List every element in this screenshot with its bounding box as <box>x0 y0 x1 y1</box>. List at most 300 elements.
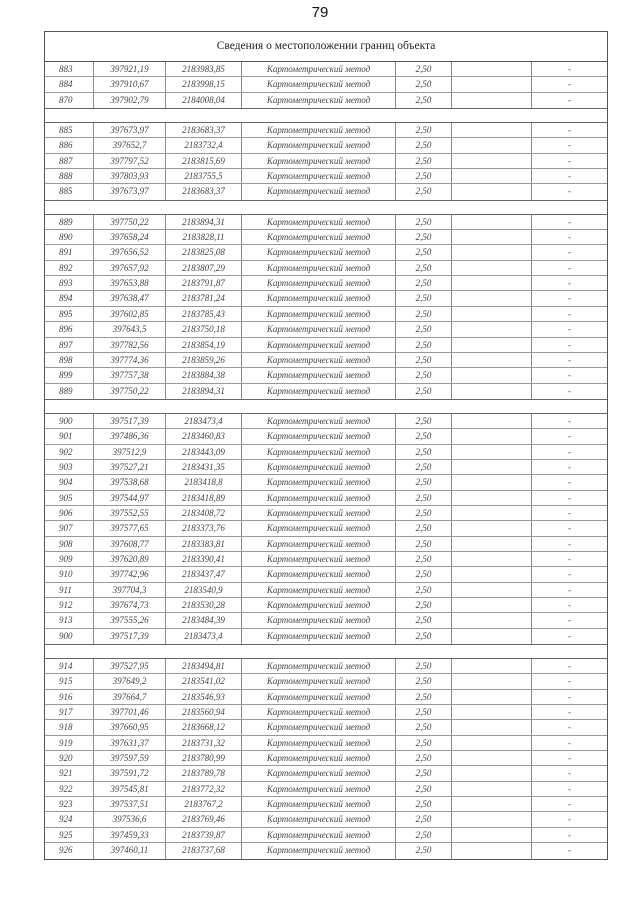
empty-cell <box>451 338 531 352</box>
table-row <box>45 429 607 444</box>
method: Картометрический метод <box>241 338 395 352</box>
table-row <box>45 766 607 781</box>
table-row <box>45 261 607 276</box>
point-number: 923 <box>59 799 73 810</box>
method: Картометрический метод <box>241 491 395 505</box>
note: - <box>531 828 607 842</box>
point-number: 908 <box>59 538 73 549</box>
empty-cell <box>451 751 531 765</box>
method: Картометрический метод <box>241 276 395 290</box>
group-separator <box>45 399 607 413</box>
table-row <box>45 736 607 751</box>
note: - <box>531 629 607 644</box>
accuracy: 2,50 <box>395 245 451 259</box>
method: Картометрический метод <box>241 307 395 321</box>
table-row <box>45 230 607 245</box>
table-row <box>45 567 607 582</box>
empty-cell <box>451 782 531 796</box>
table-row <box>45 291 607 306</box>
note: - <box>531 169 607 183</box>
note: - <box>531 843 607 858</box>
note: - <box>531 766 607 780</box>
empty-cell <box>451 62 531 76</box>
note: - <box>531 751 607 765</box>
coordinate-y: 2183732,4 <box>165 138 241 152</box>
point-group <box>45 62 607 108</box>
empty-cell <box>451 429 531 443</box>
note: - <box>531 797 607 811</box>
point-number: 926 <box>59 845 73 856</box>
point-number: 885 <box>59 125 73 136</box>
table-row <box>45 537 607 552</box>
table-row <box>45 445 607 460</box>
method: Картометрический метод <box>241 291 395 305</box>
point-number: 903 <box>59 461 73 472</box>
method: Картометрический метод <box>241 322 395 336</box>
coordinate-y: 2183560,94 <box>165 705 241 719</box>
accuracy: 2,50 <box>395 338 451 352</box>
coordinate-x: 397664,7 <box>93 690 165 704</box>
table-row <box>45 138 607 153</box>
table-row <box>45 521 607 536</box>
point-number: 922 <box>59 783 73 794</box>
table-row <box>45 690 607 705</box>
table-row <box>45 123 607 138</box>
method: Картометрический метод <box>241 659 395 673</box>
coordinate-y: 2183791,87 <box>165 276 241 290</box>
coordinate-y: 2183884,38 <box>165 368 241 382</box>
method: Картометрический метод <box>241 414 395 428</box>
note: - <box>531 521 607 535</box>
point-number: 899 <box>59 370 73 381</box>
method: Картометрический метод <box>241 445 395 459</box>
coordinate-y: 2183473,4 <box>165 414 241 428</box>
coordinate-y: 2183789,78 <box>165 766 241 780</box>
point-number: 914 <box>59 661 73 672</box>
empty-cell <box>451 506 531 520</box>
table-row <box>45 720 607 735</box>
coordinate-y: 2183894,31 <box>165 384 241 399</box>
empty-cell <box>451 445 531 459</box>
coordinate-x: 397643,5 <box>93 322 165 336</box>
empty-cell <box>451 552 531 566</box>
coordinate-x: 397545,81 <box>93 782 165 796</box>
note: - <box>531 552 607 566</box>
method: Картометрический метод <box>241 751 395 765</box>
note: - <box>531 62 607 76</box>
point-number: 913 <box>59 615 73 626</box>
table-row <box>45 154 607 169</box>
table-row <box>45 384 607 399</box>
method: Картометрический метод <box>241 567 395 581</box>
method: Картометрический метод <box>241 583 395 597</box>
coordinate-y: 2183418,8 <box>165 475 241 489</box>
coordinate-y: 2183683,37 <box>165 184 241 199</box>
accuracy: 2,50 <box>395 322 451 336</box>
accuracy: 2,50 <box>395 567 451 581</box>
point-number: 897 <box>59 339 73 350</box>
empty-cell <box>451 307 531 321</box>
note: - <box>531 429 607 443</box>
method: Картометрический метод <box>241 353 395 367</box>
point-number: 909 <box>59 553 73 564</box>
coordinate-y: 2183894,31 <box>165 215 241 229</box>
coordinate-y: 2183807,29 <box>165 261 241 275</box>
note: - <box>531 245 607 259</box>
point-number: 920 <box>59 753 73 764</box>
coordinate-x: 397657,92 <box>93 261 165 275</box>
table-body <box>45 62 607 859</box>
method: Картометрический метод <box>241 230 395 244</box>
coordinate-x: 397782,56 <box>93 338 165 352</box>
coordinate-y: 2183668,12 <box>165 720 241 734</box>
accuracy: 2,50 <box>395 812 451 826</box>
accuracy: 2,50 <box>395 583 451 597</box>
note: - <box>531 613 607 627</box>
method: Картометрический метод <box>241 93 395 108</box>
empty-cell <box>451 521 531 535</box>
accuracy: 2,50 <box>395 521 451 535</box>
point-number: 901 <box>59 431 73 442</box>
table-row <box>45 613 607 628</box>
coordinate-y: 2183767,2 <box>165 797 241 811</box>
accuracy: 2,50 <box>395 368 451 382</box>
accuracy: 2,50 <box>395 138 451 152</box>
note: - <box>531 322 607 336</box>
table-row <box>45 491 607 506</box>
method: Картометрический метод <box>241 674 395 688</box>
method: Картометрический метод <box>241 812 395 826</box>
method: Картометрический метод <box>241 613 395 627</box>
table-row <box>45 77 607 92</box>
point-number: 890 <box>59 232 73 243</box>
note: - <box>531 720 607 734</box>
empty-cell <box>451 537 531 551</box>
method: Картометрический метод <box>241 843 395 858</box>
coordinate-y: 2183769,46 <box>165 812 241 826</box>
table-row <box>45 828 607 843</box>
note: - <box>531 184 607 199</box>
point-group <box>45 658 607 858</box>
table-row <box>45 414 607 429</box>
coordinate-y: 2183859,26 <box>165 353 241 367</box>
note: - <box>531 261 607 275</box>
table-row <box>45 797 607 812</box>
coordinate-x: 397527,21 <box>93 460 165 474</box>
empty-cell <box>451 245 531 259</box>
point-number: 911 <box>59 584 72 595</box>
coordinate-x: 397527,95 <box>93 659 165 673</box>
coordinate-y: 2183540,9 <box>165 583 241 597</box>
note: - <box>531 782 607 796</box>
point-number: 895 <box>59 308 73 319</box>
accuracy: 2,50 <box>395 169 451 183</box>
method: Картометрический метод <box>241 429 395 443</box>
coordinate-y: 2183739,87 <box>165 828 241 842</box>
point-number: 921 <box>59 768 73 779</box>
note: - <box>531 690 607 704</box>
coordinate-x: 397512,9 <box>93 445 165 459</box>
accuracy: 2,50 <box>395 552 451 566</box>
method: Картометрический метод <box>241 184 395 199</box>
coordinate-y: 2183494,81 <box>165 659 241 673</box>
page-number: 79 <box>311 4 329 21</box>
note: - <box>531 705 607 719</box>
coordinate-x: 397631,37 <box>93 736 165 750</box>
empty-cell <box>451 414 531 428</box>
coordinate-y: 2183443,09 <box>165 445 241 459</box>
empty-cell <box>451 629 531 644</box>
coordinate-x: 397742,96 <box>93 567 165 581</box>
coordinate-y: 2183983,85 <box>165 62 241 76</box>
coordinate-x: 397577,65 <box>93 521 165 535</box>
coordinate-y: 2183825,08 <box>165 245 241 259</box>
point-number: 896 <box>59 324 73 335</box>
coordinate-x: 397757,38 <box>93 368 165 382</box>
note: - <box>531 445 607 459</box>
empty-cell <box>451 276 531 290</box>
point-number: 924 <box>59 814 73 825</box>
table-row <box>45 506 607 521</box>
empty-cell <box>451 674 531 688</box>
method: Картометрический метод <box>241 368 395 382</box>
coordinate-y: 2183683,37 <box>165 123 241 137</box>
table-row <box>45 215 607 230</box>
accuracy: 2,50 <box>395 123 451 137</box>
note: - <box>531 276 607 290</box>
coordinate-y: 2183541,02 <box>165 674 241 688</box>
coordinate-y: 2183390,41 <box>165 552 241 566</box>
empty-cell <box>451 169 531 183</box>
coordinate-x: 397653,88 <box>93 276 165 290</box>
accuracy: 2,50 <box>395 154 451 168</box>
note: - <box>531 567 607 581</box>
table-row <box>45 169 607 184</box>
coordinate-x: 397486,36 <box>93 429 165 443</box>
coordinate-y: 2183828,11 <box>165 230 241 244</box>
table-row <box>45 245 607 260</box>
accuracy: 2,50 <box>395 353 451 367</box>
point-number: 884 <box>59 79 73 90</box>
note: - <box>531 475 607 489</box>
table-row <box>45 93 607 108</box>
accuracy: 2,50 <box>395 93 451 108</box>
point-number: 905 <box>59 492 73 503</box>
method: Картометрический метод <box>241 138 395 152</box>
coordinate-x: 397591,72 <box>93 766 165 780</box>
coordinate-y: 2183780,99 <box>165 751 241 765</box>
coordinate-x: 397597,59 <box>93 751 165 765</box>
method: Картометрический метод <box>241 782 395 796</box>
point-number: 898 <box>59 354 73 365</box>
coordinate-x: 397674,73 <box>93 598 165 612</box>
method: Картометрический метод <box>241 460 395 474</box>
method: Картометрический метод <box>241 828 395 842</box>
coordinate-x: 397774,36 <box>93 353 165 367</box>
coordinate-y: 2183546,93 <box>165 690 241 704</box>
empty-cell <box>451 766 531 780</box>
coordinate-x: 397552,55 <box>93 506 165 520</box>
table-row <box>45 812 607 827</box>
coordinate-y: 2183750,18 <box>165 322 241 336</box>
empty-cell <box>451 154 531 168</box>
group-separator <box>45 108 607 122</box>
accuracy: 2,50 <box>395 230 451 244</box>
note: - <box>531 736 607 750</box>
coordinate-x: 397608,77 <box>93 537 165 551</box>
accuracy: 2,50 <box>395 215 451 229</box>
point-number: 870 <box>59 94 73 105</box>
empty-cell <box>451 843 531 858</box>
accuracy: 2,50 <box>395 475 451 489</box>
note: - <box>531 291 607 305</box>
empty-cell <box>451 598 531 612</box>
accuracy: 2,50 <box>395 797 451 811</box>
coordinate-y: 2183383,81 <box>165 537 241 551</box>
empty-cell <box>451 583 531 597</box>
coordinate-x: 397517,39 <box>93 414 165 428</box>
coordinate-y: 2183530,28 <box>165 598 241 612</box>
table-row <box>45 276 607 291</box>
empty-cell <box>451 93 531 108</box>
coordinate-x: 397910,67 <box>93 77 165 91</box>
accuracy: 2,50 <box>395 429 451 443</box>
point-number: 907 <box>59 523 73 534</box>
coordinate-x: 397538,68 <box>93 475 165 489</box>
empty-cell <box>451 812 531 826</box>
coordinate-y: 2183408,72 <box>165 506 241 520</box>
point-number: 925 <box>59 829 73 840</box>
coordinate-x: 397902,79 <box>93 93 165 108</box>
accuracy: 2,50 <box>395 659 451 673</box>
accuracy: 2,50 <box>395 291 451 305</box>
note: - <box>531 506 607 520</box>
accuracy: 2,50 <box>395 598 451 612</box>
coordinate-y: 2184008,04 <box>165 93 241 108</box>
table-row <box>45 338 607 353</box>
table-row <box>45 782 607 797</box>
accuracy: 2,50 <box>395 184 451 199</box>
coordinate-y: 2183785,43 <box>165 307 241 321</box>
table-row <box>45 307 607 322</box>
accuracy: 2,50 <box>395 766 451 780</box>
coordinate-x: 397797,52 <box>93 154 165 168</box>
coordinate-x: 397704,3 <box>93 583 165 597</box>
point-number: 904 <box>59 477 73 488</box>
table-row <box>45 353 607 368</box>
note: - <box>531 138 607 152</box>
table-row <box>45 184 607 199</box>
note: - <box>531 491 607 505</box>
empty-cell <box>451 690 531 704</box>
coordinate-y: 2183772,32 <box>165 782 241 796</box>
accuracy: 2,50 <box>395 828 451 842</box>
point-number: 912 <box>59 600 73 610</box>
coordinate-y: 2183815,69 <box>165 154 241 168</box>
empty-cell <box>451 184 531 199</box>
accuracy: 2,50 <box>395 843 451 858</box>
note: - <box>531 230 607 244</box>
note: - <box>531 598 607 612</box>
coordinate-x: 397656,52 <box>93 245 165 259</box>
coordinate-x: 397517,39 <box>93 629 165 644</box>
point-number: 900 <box>59 630 73 641</box>
point-number: 886 <box>59 140 73 151</box>
coordinate-y: 2183418,89 <box>165 491 241 505</box>
accuracy: 2,50 <box>395 705 451 719</box>
empty-cell <box>451 797 531 811</box>
coordinate-x: 397803,93 <box>93 169 165 183</box>
point-number: 906 <box>59 507 73 518</box>
table-row <box>45 583 607 598</box>
coordinate-x: 397638,47 <box>93 291 165 305</box>
accuracy: 2,50 <box>395 690 451 704</box>
method: Картометрический метод <box>241 154 395 168</box>
empty-cell <box>451 460 531 474</box>
point-number: 900 <box>59 415 73 426</box>
method: Картометрический метод <box>241 629 395 644</box>
method: Картометрический метод <box>241 690 395 704</box>
coordinate-y: 2183373,76 <box>165 521 241 535</box>
empty-cell <box>451 567 531 581</box>
coordinate-x: 397660,95 <box>93 720 165 734</box>
coordinate-y: 2183781,24 <box>165 291 241 305</box>
coordinate-x: 397658,24 <box>93 230 165 244</box>
point-number: 916 <box>59 691 73 702</box>
table-row <box>45 62 607 77</box>
note: - <box>531 414 607 428</box>
accuracy: 2,50 <box>395 537 451 551</box>
empty-cell <box>451 230 531 244</box>
boundary-table <box>44 31 608 860</box>
empty-cell <box>451 215 531 229</box>
accuracy: 2,50 <box>395 751 451 765</box>
point-number: 919 <box>59 737 73 748</box>
method: Картометрический метод <box>241 598 395 612</box>
point-number: 893 <box>59 278 73 289</box>
table-row <box>45 368 607 383</box>
coordinate-x: 397536,6 <box>93 812 165 826</box>
method: Картометрический метод <box>241 506 395 520</box>
method: Картометрический метод <box>241 261 395 275</box>
accuracy: 2,50 <box>395 261 451 275</box>
accuracy: 2,50 <box>395 506 451 520</box>
point-number: 915 <box>59 676 73 687</box>
note: - <box>531 537 607 551</box>
note: - <box>531 353 607 367</box>
accuracy: 2,50 <box>395 736 451 750</box>
point-number: 888 <box>59 171 73 182</box>
empty-cell <box>451 475 531 489</box>
point-number: 891 <box>59 247 73 258</box>
accuracy: 2,50 <box>395 629 451 644</box>
empty-cell <box>451 659 531 673</box>
coordinate-x: 397537,51 <box>93 797 165 811</box>
method: Картометрический метод <box>241 797 395 811</box>
method: Картометрический метод <box>241 123 395 137</box>
note: - <box>531 384 607 399</box>
accuracy: 2,50 <box>395 276 451 290</box>
accuracy: 2,50 <box>395 62 451 76</box>
method: Картометрический метод <box>241 766 395 780</box>
accuracy: 2,50 <box>395 414 451 428</box>
method: Картометрический метод <box>241 552 395 566</box>
note: - <box>531 460 607 474</box>
coordinate-x: 397459,33 <box>93 828 165 842</box>
point-number: 902 <box>59 446 73 457</box>
empty-cell <box>451 261 531 275</box>
table-title: Сведения о местоположении границ объекта <box>45 32 607 62</box>
